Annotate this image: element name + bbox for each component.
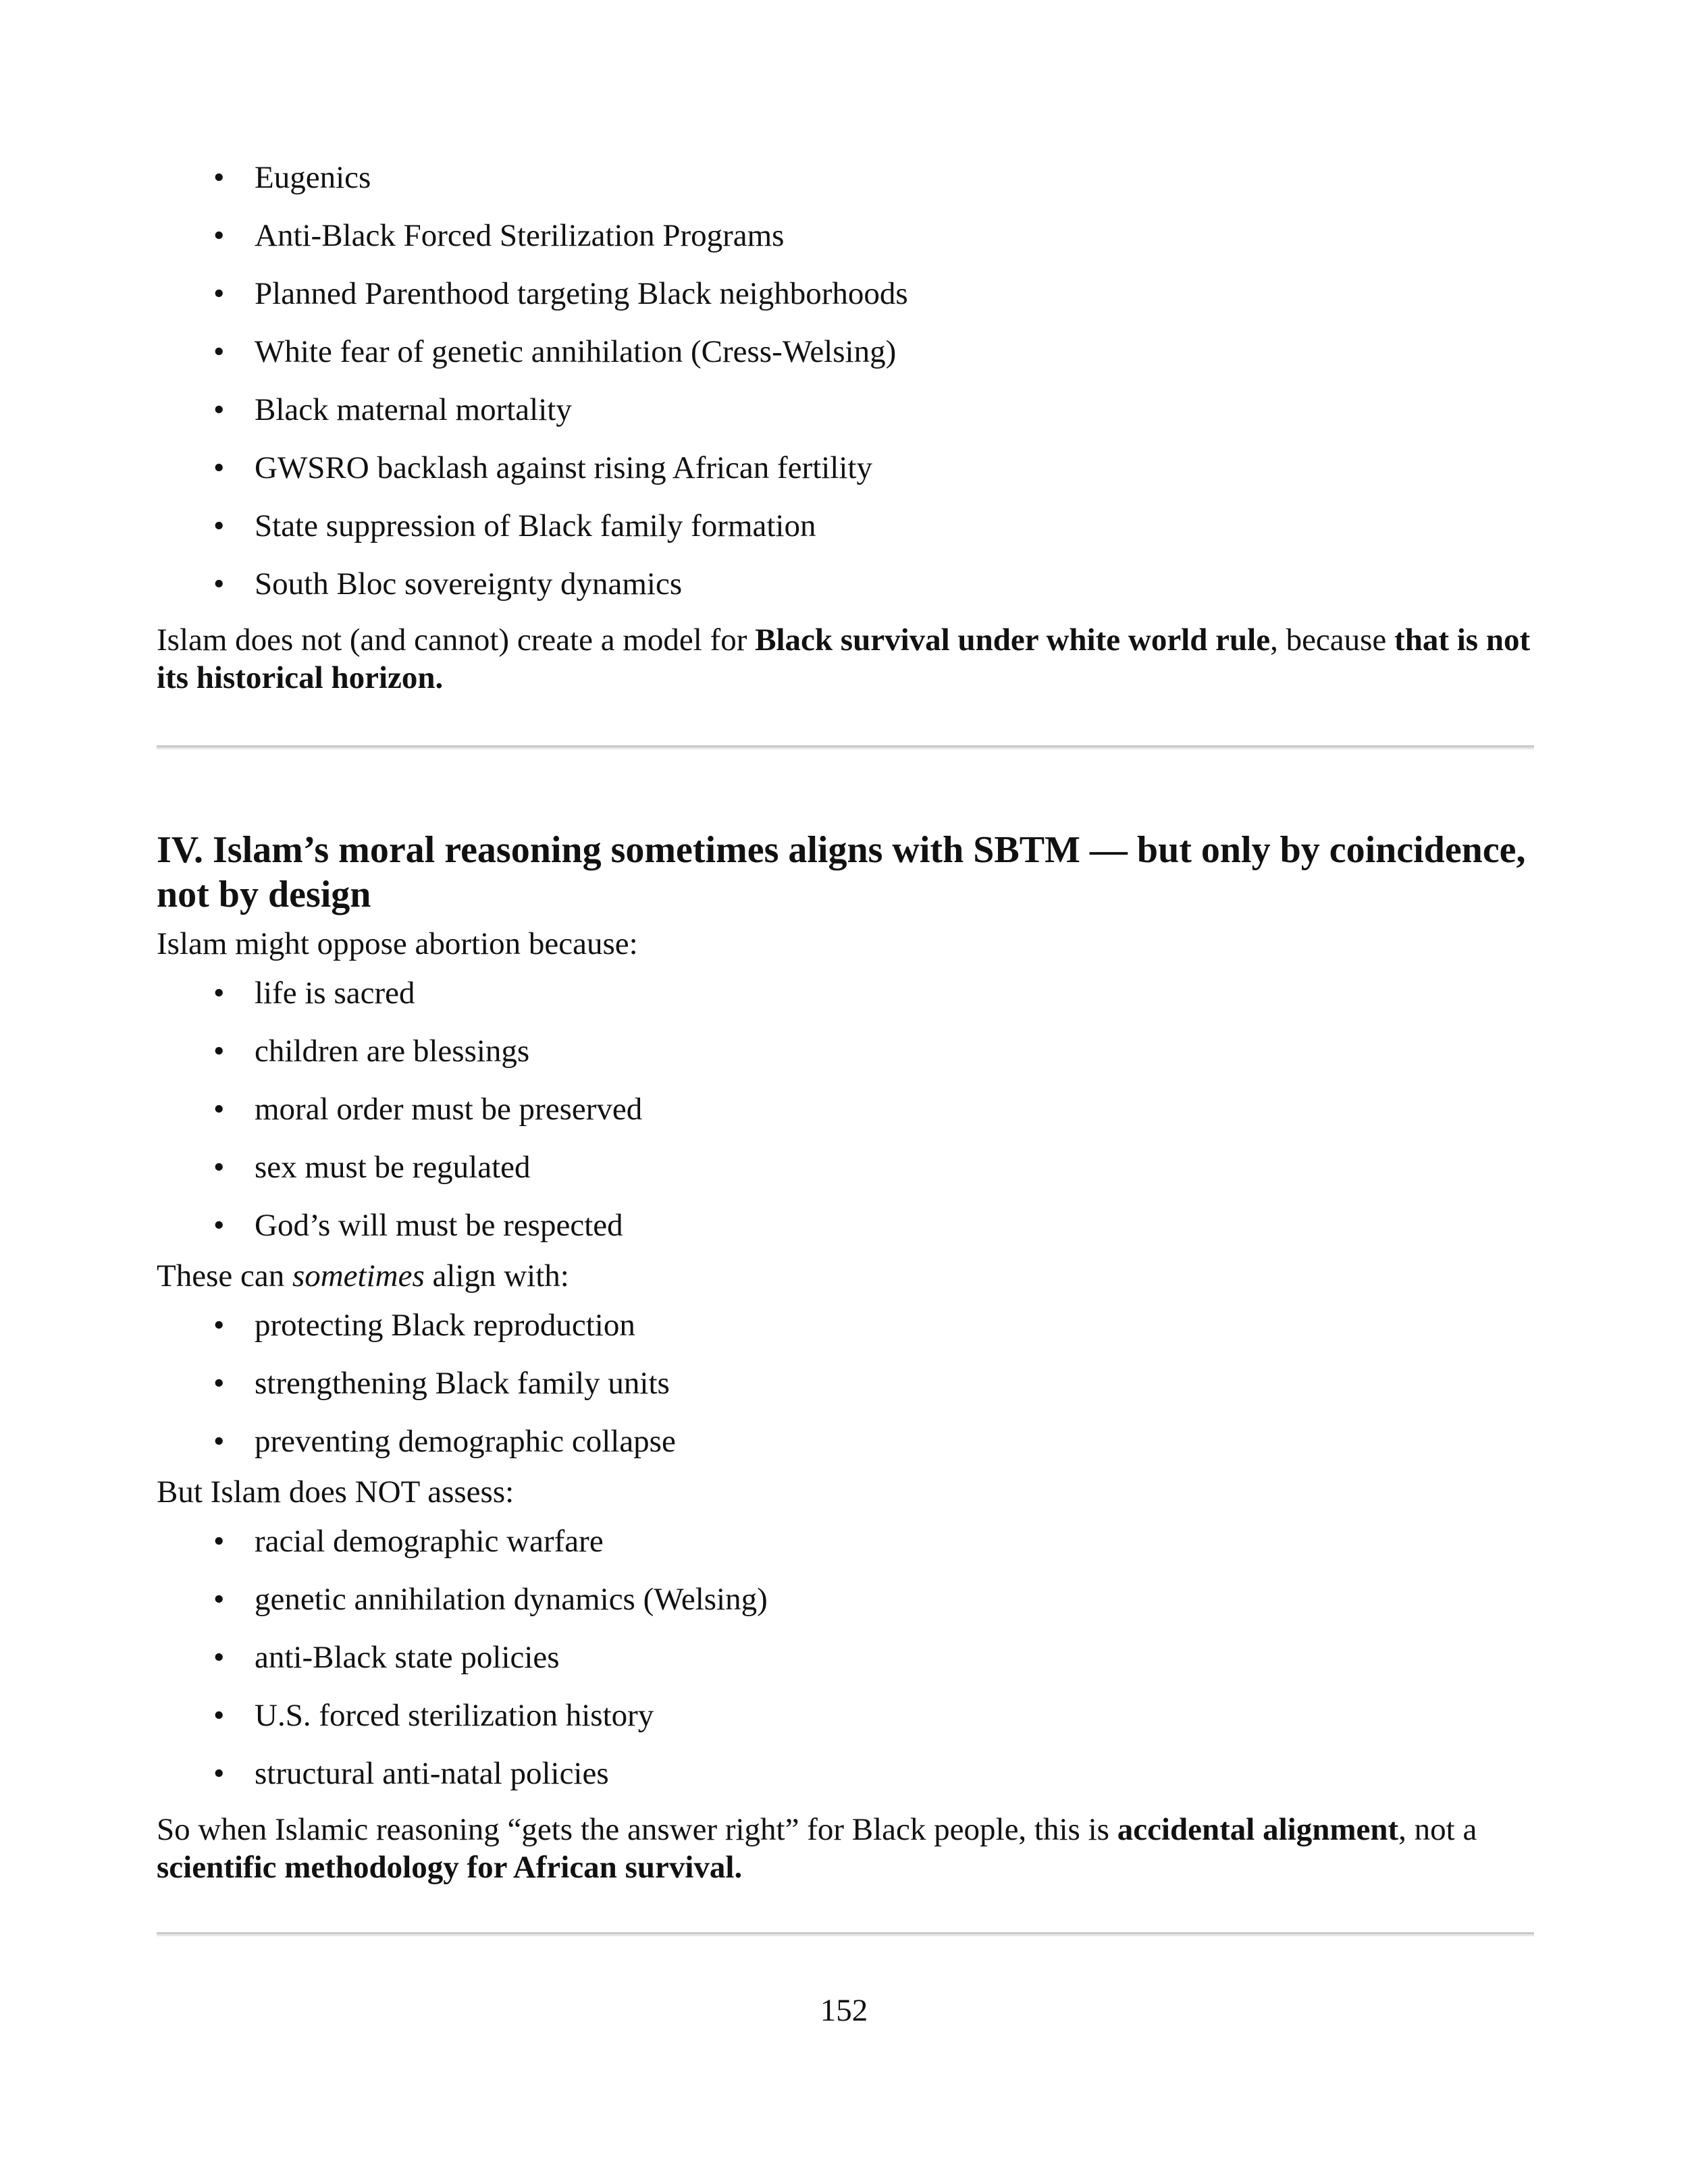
bullet-icon: • [213, 1582, 225, 1617]
list-item [157, 265, 1534, 323]
bullet-icon: • [213, 1208, 225, 1243]
paragraph-text: So when Islamic reasoning “gets the answer right” for Black people, this is [157, 1812, 1117, 1847]
list-item [157, 1412, 1534, 1470]
paragraph-bold: accidental alignment [1117, 1812, 1399, 1847]
list-item [157, 149, 1534, 207]
list-item-text: State suppression of Black family formation [255, 508, 816, 543]
bullet-icon: • [213, 334, 225, 369]
list-item [157, 497, 1534, 555]
page-content [157, 149, 1534, 1936]
list-item [157, 439, 1534, 497]
bullet-list-reasons [157, 964, 1534, 1254]
page-number: 152 [820, 1993, 868, 2028]
paragraph-text: Islam does not (and cannot) create a model for [157, 622, 756, 658]
paragraph-bold: Black survival under white world rule [755, 622, 1271, 658]
list-item-text: GWSRO backlash against rising African fertility [255, 450, 872, 485]
list-item [157, 1022, 1534, 1080]
bullet-icon: • [213, 450, 225, 485]
list-item [157, 1296, 1534, 1354]
list-item [157, 1080, 1534, 1138]
bullet-icon: • [213, 1756, 225, 1791]
section-divider [157, 745, 1534, 749]
bullet-icon: • [213, 1150, 225, 1185]
bullet-icon: • [213, 218, 225, 253]
list-item [157, 207, 1534, 265]
list-item-text: Planned Parenthood targeting Black neighborhoods [255, 276, 908, 311]
bullet-icon: • [213, 1092, 225, 1127]
list-item-text: sex must be regulated [255, 1150, 531, 1185]
list-item-text: U.S. forced sterilization history [255, 1698, 654, 1733]
list-item [157, 381, 1534, 439]
bullet-icon: • [213, 566, 225, 602]
bullet-icon: • [213, 508, 225, 543]
list-item-text: structural anti-natal policies [255, 1756, 609, 1791]
bullet-list-not-assessed [157, 1512, 1534, 1803]
list-item [157, 1686, 1534, 1744]
list-item-text: Black maternal mortality [255, 392, 572, 427]
list-item [157, 323, 1534, 381]
paragraph-bold: that is not its historical horizon. [157, 622, 1531, 695]
list-item-text: anti-Black state policies [255, 1640, 560, 1675]
list-item-text: Eugenics [255, 160, 371, 195]
bullet-icon: • [213, 1640, 225, 1675]
paragraph-islam-model [157, 621, 1534, 697]
list-item [157, 1744, 1534, 1803]
bullet-icon: • [213, 1698, 225, 1733]
paragraph-text: , not a [1398, 1812, 1477, 1847]
paragraph-text: align with: [424, 1258, 569, 1294]
list-item-text: genetic annihilation dynamics (Welsing) [255, 1582, 768, 1617]
bullet-icon: • [213, 392, 225, 427]
bullet-icon: • [213, 276, 225, 311]
list-item [157, 1138, 1534, 1196]
list-item-text: White fear of genetic annihilation (Cress-Welsing) [255, 334, 897, 369]
list-item-text: moral order must be preserved [255, 1092, 643, 1127]
list-item [157, 964, 1534, 1022]
list-item-text: Anti-Black Forced Sterilization Programs [255, 218, 785, 253]
list-item-text: protecting Black reproduction [255, 1308, 635, 1343]
section-heading: IV. Islam’s moral reasoning sometimes aligns with SBTM — but only by coincidence, not by design [157, 829, 1526, 915]
list-item-text: racial demographic warfare [255, 1524, 604, 1559]
list-item [157, 1196, 1534, 1254]
bullet-icon: • [213, 1308, 225, 1343]
paragraph-accidental-alignment [157, 1811, 1534, 1886]
paragraph-text: , because [1270, 622, 1395, 658]
paragraph-italic: sometimes [292, 1258, 425, 1294]
list-item [157, 1354, 1534, 1412]
bullet-list-threats [157, 149, 1534, 613]
bullet-list-alignments [157, 1296, 1534, 1470]
list-intro: Islam might oppose abortion because: [157, 926, 638, 961]
list-item-text: life is sacred [255, 976, 415, 1011]
list-item [157, 1512, 1534, 1570]
section-divider [157, 1932, 1534, 1936]
bullet-icon: • [213, 160, 225, 195]
bullet-icon: • [213, 1424, 225, 1459]
list-item [157, 1570, 1534, 1628]
list-item-text: preventing demographic collapse [255, 1424, 676, 1459]
list-item [157, 555, 1534, 613]
list-item [157, 1628, 1534, 1686]
list-item-text: God’s will must be respected [255, 1208, 623, 1243]
list-intro: But Islam does NOT assess: [157, 1474, 515, 1510]
paragraph-text: These can [157, 1258, 292, 1294]
list-item-text: children are blessings [255, 1034, 530, 1069]
bullet-icon: • [213, 1034, 225, 1069]
bullet-icon: • [213, 976, 225, 1011]
list-item-text: South Bloc sovereignty dynamics [255, 566, 683, 602]
bullet-icon: • [213, 1366, 225, 1401]
bullet-icon: • [213, 1524, 225, 1559]
paragraph-bold: scientific methodology for African survival. [157, 1850, 743, 1885]
list-item-text: strengthening Black family units [255, 1366, 670, 1401]
list-intro [157, 1257, 1534, 1295]
